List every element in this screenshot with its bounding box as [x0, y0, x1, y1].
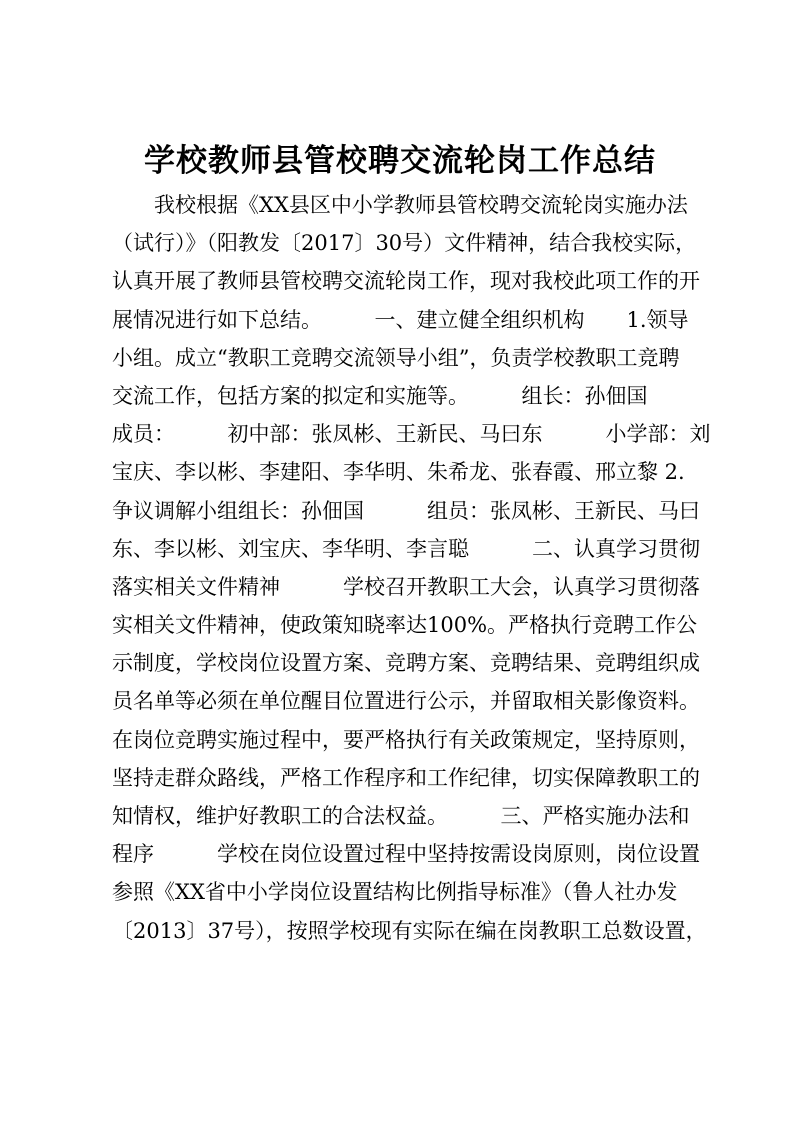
body-line: 在岗位竞聘实施过程中，要严格执行有关政策规定，坚持原则，: [112, 727, 700, 752]
body-line: 员名单等必须在单位醒目位置进行公示，并留取相关影像资料。: [112, 689, 700, 714]
body-line: 宝庆、李以彬、李建阳、李华明、朱希龙、张春霞、邢立黎 2.: [112, 460, 685, 485]
body-line: 我校根据《XX县区中小学教师县管校聘交流轮岗实施办法: [112, 193, 688, 217]
body-line: 东、李以彬、刘宝庆、李华明、李言聪 二、认真学习贯彻: [112, 536, 700, 561]
body-line: 实相关文件精神，使政策知晓率达100%。严格执行竞聘工作公: [112, 613, 698, 638]
document-body: [112, 186, 712, 950]
body-line: 程序 学校在岗位设置过程中坚持按需设岗原则，岗位设置: [112, 842, 700, 867]
body-line: 知情权，维护好教职工的合法权益。 三、严格实施办法和: [112, 804, 690, 828]
body-line: 落实相关文件精神 学校召开教职工大会，认真学习贯彻落: [112, 574, 700, 599]
body-line: 坚持走群众路线，严格工作程序和工作纪律，切实保障教职工的: [112, 765, 700, 790]
body-line: 交流工作，包括方案的拟定和实施等。 组长：孙佃国: [112, 383, 690, 408]
body-line: 认真开展了教师县管校聘交流轮岗工作，现对我校此项工作的开: [112, 269, 700, 294]
body-line: 小组。成立“教职工竞聘交流领导小组”，负责学校教职工竞聘: [112, 345, 680, 370]
body-line: 〔2013〕37号），按照学校现有实际在编在岗教职工总数设置，: [112, 918, 707, 943]
body-line: 展情况进行如下总结。 一、建立健全组织机构 1.领导: [112, 307, 689, 332]
body-line: 争议调解小组组长：孙佃国 组员：张凤彬、王新民、马曰: [112, 498, 700, 523]
body-line: 参照《XX省中小学岗位设置结构比例指导标准》（鲁人社办发: [112, 880, 678, 905]
body-line: 示制度，学校岗位设置方案、竞聘方案、竞聘结果、竞聘组织成: [112, 651, 700, 676]
document-title: 学校教师县管校聘交流轮岗工作总结: [144, 143, 656, 179]
body-line: 成员： 初中部：张凤彬、王新民、马曰东 小学部：刘: [112, 422, 711, 447]
body-line: （试行）》（阳教发〔2017〕30号）文件精神，结合我校实际，: [112, 231, 697, 256]
